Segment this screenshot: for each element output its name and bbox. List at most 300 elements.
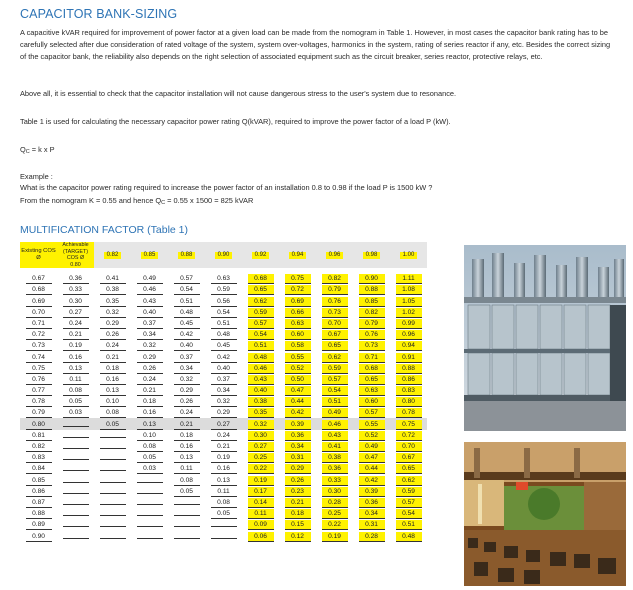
factor-value bbox=[63, 493, 89, 494]
factor-value: 0.11 bbox=[248, 509, 274, 519]
factor-value: 0.42 bbox=[359, 476, 385, 486]
existing-pf-value: 0.73 bbox=[26, 341, 52, 351]
table-row bbox=[20, 530, 427, 541]
target-value-header bbox=[279, 242, 316, 268]
factor-cell bbox=[279, 407, 316, 418]
table-row bbox=[20, 452, 427, 463]
factor-cell bbox=[57, 340, 94, 351]
factor-value: 0.05 bbox=[100, 420, 126, 430]
factor-cell bbox=[390, 418, 427, 429]
factor-value: 0.45 bbox=[211, 341, 237, 351]
factor-cell bbox=[279, 284, 316, 295]
factor-cell bbox=[316, 452, 353, 463]
factor-value bbox=[174, 504, 200, 505]
factor-cell bbox=[242, 307, 279, 318]
factor-cell bbox=[316, 530, 353, 541]
factor-value: 0.99 bbox=[396, 319, 422, 329]
factor-cell bbox=[279, 273, 316, 284]
table-row bbox=[20, 295, 427, 306]
table-row bbox=[20, 374, 427, 385]
factor-cell bbox=[279, 508, 316, 519]
existing-pf-value: 0.72 bbox=[26, 330, 52, 340]
factor-cell bbox=[205, 519, 242, 530]
factor-value: 0.05 bbox=[137, 453, 163, 463]
factor-cell bbox=[168, 273, 205, 284]
factor-value: 1.02 bbox=[396, 308, 422, 318]
factor-cell bbox=[131, 441, 168, 452]
factor-cell bbox=[131, 463, 168, 474]
factor-cell bbox=[390, 295, 427, 306]
factor-cell bbox=[205, 486, 242, 497]
factor-cell bbox=[131, 530, 168, 541]
factor-cell bbox=[205, 307, 242, 318]
table-row bbox=[20, 474, 427, 485]
target-cos-header bbox=[57, 242, 94, 268]
factor-cell bbox=[316, 385, 353, 396]
factor-value: 0.42 bbox=[285, 408, 311, 418]
factor-value: 1.11 bbox=[396, 274, 422, 284]
table-row bbox=[20, 273, 427, 284]
factor-value: 0.63 bbox=[359, 386, 385, 396]
factor-value: 0.50 bbox=[285, 375, 311, 385]
factor-cell bbox=[168, 284, 205, 295]
factor-cell bbox=[390, 452, 427, 463]
factor-cell bbox=[131, 452, 168, 463]
factor-cell bbox=[316, 508, 353, 519]
factor-cell bbox=[57, 396, 94, 407]
factor-value: 0.96 bbox=[396, 330, 422, 340]
factor-cell bbox=[353, 441, 390, 452]
factor-value: 0.42 bbox=[174, 330, 200, 340]
factor-cell bbox=[131, 486, 168, 497]
intro-paragraph: A capacitive kVAR required for improvement of power factor at a given load can be made from the nomogram in Table 1. However, in most cases the capacitor bank rating has to be carefully selected after due consideration of rated voltage of the system, system over-voltages, harmonics in the system, rating of series reactor if any, etc. Besides the correct sizing of the capacitor bank, the reliability also depends on the right selection of associated equipment such as the circuit breaker, series reactor, protective relays, etc. bbox=[20, 28, 611, 61]
factor-value: 0.16 bbox=[211, 464, 237, 474]
factor-value: 0.29 bbox=[285, 464, 311, 474]
target-value: 0.85 bbox=[141, 252, 159, 259]
factor-value: 0.05 bbox=[63, 397, 89, 407]
existing-pf-value: 0.84 bbox=[26, 464, 52, 474]
factor-value: 0.24 bbox=[137, 375, 163, 385]
factor-value: 0.38 bbox=[100, 285, 126, 295]
factor-cell bbox=[390, 340, 427, 351]
factor-cell bbox=[94, 284, 131, 295]
factor-value: 0.08 bbox=[174, 476, 200, 486]
factor-value: 0.21 bbox=[137, 386, 163, 396]
factor-value: 0.10 bbox=[137, 431, 163, 441]
existing-pf-cell bbox=[20, 430, 57, 441]
factor-value: 0.27 bbox=[63, 308, 89, 318]
target-value-header bbox=[242, 242, 279, 268]
factor-value: 0.60 bbox=[285, 330, 311, 340]
factor-value: 0.42 bbox=[211, 353, 237, 363]
existing-pf-value: 0.89 bbox=[26, 520, 52, 530]
factor-cell bbox=[57, 295, 94, 306]
factor-cell bbox=[279, 474, 316, 485]
existing-pf-value: 0.77 bbox=[26, 386, 52, 396]
industrial-plant-photo bbox=[464, 442, 626, 586]
factor-value: 0.88 bbox=[396, 364, 422, 374]
factor-value: 0.63 bbox=[211, 274, 237, 284]
factor-value: 0.67 bbox=[396, 453, 422, 463]
factor-cell bbox=[94, 385, 131, 396]
factor-cell bbox=[242, 329, 279, 340]
factor-cell bbox=[242, 385, 279, 396]
factor-value: 0.57 bbox=[322, 375, 348, 385]
factor-cell bbox=[242, 396, 279, 407]
target-value: 0.90 bbox=[215, 252, 233, 259]
factor-value: 0.24 bbox=[63, 319, 89, 329]
factor-value bbox=[100, 448, 126, 449]
factor-value: 0.17 bbox=[248, 487, 274, 497]
factor-value: 0.46 bbox=[322, 420, 348, 430]
factor-cell bbox=[205, 363, 242, 374]
factor-cell bbox=[390, 363, 427, 374]
factor-value: 0.59 bbox=[322, 364, 348, 374]
factor-cell bbox=[279, 307, 316, 318]
factor-value: 0.21 bbox=[174, 420, 200, 430]
factor-value: 0.30 bbox=[322, 487, 348, 497]
factor-value: 0.35 bbox=[248, 408, 274, 418]
factor-value: 0.27 bbox=[248, 442, 274, 452]
factor-cell bbox=[168, 486, 205, 497]
factor-value: 0.72 bbox=[285, 285, 311, 295]
factor-value: 0.41 bbox=[322, 442, 348, 452]
target-value-header bbox=[168, 242, 205, 268]
existing-pf-value: 0.88 bbox=[26, 509, 52, 519]
factor-cell bbox=[353, 307, 390, 318]
factor-value: 0.34 bbox=[174, 364, 200, 374]
factor-cell bbox=[205, 530, 242, 541]
factor-value: 0.28 bbox=[359, 532, 385, 542]
factor-cell bbox=[390, 530, 427, 541]
target-value: 0.82 bbox=[104, 252, 122, 259]
factor-value: 0.19 bbox=[211, 453, 237, 463]
factor-value: 0.48 bbox=[211, 330, 237, 340]
table-row bbox=[20, 329, 427, 340]
factor-cell bbox=[57, 351, 94, 362]
factor-value: 0.32 bbox=[211, 397, 237, 407]
existing-pf-cell bbox=[20, 519, 57, 530]
factor-value: 0.22 bbox=[322, 520, 348, 530]
factor-value: 0.26 bbox=[137, 364, 163, 374]
factor-cell bbox=[168, 307, 205, 318]
factor-cell bbox=[390, 307, 427, 318]
factor-cell bbox=[94, 318, 131, 329]
factor-value: 0.21 bbox=[211, 442, 237, 452]
factor-value bbox=[174, 526, 200, 527]
factor-cell bbox=[57, 441, 94, 452]
factor-cell bbox=[279, 486, 316, 497]
factor-cell bbox=[353, 474, 390, 485]
existing-pf-value: 0.78 bbox=[26, 397, 52, 407]
factor-value: 0.65 bbox=[396, 464, 422, 474]
factor-cell bbox=[279, 430, 316, 441]
factor-value: 0.46 bbox=[137, 285, 163, 295]
factor-value: 0.21 bbox=[100, 353, 126, 363]
factor-cell bbox=[57, 497, 94, 508]
factor-value: 0.13 bbox=[137, 420, 163, 430]
factor-value: 0.75 bbox=[396, 420, 422, 430]
factor-cell bbox=[94, 486, 131, 497]
factor-cell bbox=[168, 396, 205, 407]
existing-pf-cell bbox=[20, 363, 57, 374]
factor-cell bbox=[242, 530, 279, 541]
existing-pf-cell bbox=[20, 318, 57, 329]
factor-value: 0.54 bbox=[211, 308, 237, 318]
factor-cell bbox=[390, 351, 427, 362]
factor-cell bbox=[94, 407, 131, 418]
factor-cell bbox=[131, 295, 168, 306]
factor-value: 0.19 bbox=[63, 341, 89, 351]
existing-pf-value: 0.82 bbox=[26, 442, 52, 452]
factor-cell bbox=[279, 295, 316, 306]
factor-cell bbox=[94, 463, 131, 474]
table-row bbox=[20, 284, 427, 295]
factor-value: 0.24 bbox=[100, 341, 126, 351]
factor-cell bbox=[168, 508, 205, 519]
factor-value bbox=[137, 482, 163, 483]
factor-cell bbox=[279, 418, 316, 429]
existing-pf-value: 0.68 bbox=[26, 285, 52, 295]
existing-pf-cell bbox=[20, 396, 57, 407]
existing-pf-cell bbox=[20, 374, 57, 385]
factor-value: 0.31 bbox=[359, 520, 385, 530]
factor-cell bbox=[279, 385, 316, 396]
factor-cell bbox=[168, 340, 205, 351]
factor-cell bbox=[316, 519, 353, 530]
factor-value bbox=[63, 459, 89, 460]
factor-value bbox=[137, 493, 163, 494]
existing-pf-cell bbox=[20, 486, 57, 497]
factor-cell bbox=[242, 407, 279, 418]
factor-cell bbox=[279, 441, 316, 452]
factor-cell bbox=[57, 474, 94, 485]
factor-cell bbox=[94, 530, 131, 541]
factor-value bbox=[100, 437, 126, 438]
factor-cell bbox=[205, 407, 242, 418]
factor-value: 0.40 bbox=[211, 364, 237, 374]
factor-value: 0.62 bbox=[396, 476, 422, 486]
factor-cell bbox=[168, 295, 205, 306]
factor-cell bbox=[353, 418, 390, 429]
factor-value: 0.76 bbox=[322, 297, 348, 307]
factor-cell bbox=[57, 486, 94, 497]
factor-value: 0.54 bbox=[396, 509, 422, 519]
resonance-warning: Above all, it is essential to check that the capacitor installation will not cause dangerous stress to the user's system due to resonance. bbox=[20, 89, 457, 98]
factor-value: 0.19 bbox=[322, 532, 348, 542]
factor-cell bbox=[316, 497, 353, 508]
factor-value bbox=[100, 526, 126, 527]
factor-value: 0.32 bbox=[174, 375, 200, 385]
factor-value: 0.32 bbox=[137, 341, 163, 351]
factor-cell bbox=[242, 340, 279, 351]
factor-cell bbox=[279, 363, 316, 374]
factor-cell bbox=[131, 497, 168, 508]
factor-cell bbox=[242, 430, 279, 441]
table-row bbox=[20, 363, 427, 374]
factor-cell bbox=[316, 441, 353, 452]
factor-value bbox=[211, 526, 237, 527]
factor-value: 0.83 bbox=[396, 386, 422, 396]
factor-value: 0.88 bbox=[359, 285, 385, 295]
factor-value: 0.68 bbox=[359, 364, 385, 374]
table-row bbox=[20, 463, 427, 474]
factor-cell bbox=[316, 351, 353, 362]
factor-value bbox=[174, 515, 200, 516]
factor-value: 0.14 bbox=[248, 498, 274, 508]
factor-cell bbox=[168, 374, 205, 385]
factor-value: 0.36 bbox=[63, 274, 89, 284]
factor-value: 0.60 bbox=[359, 397, 385, 407]
factor-value: 0.76 bbox=[359, 330, 385, 340]
factor-value bbox=[63, 437, 89, 438]
factor-value: 0.19 bbox=[248, 476, 274, 486]
factor-cell bbox=[94, 452, 131, 463]
factor-cell bbox=[57, 463, 94, 474]
factor-cell bbox=[94, 430, 131, 441]
multiplication-factor-table bbox=[20, 242, 427, 542]
target-value-header bbox=[316, 242, 353, 268]
factor-value: 0.16 bbox=[100, 375, 126, 385]
factor-cell bbox=[316, 463, 353, 474]
factor-value: 0.29 bbox=[174, 386, 200, 396]
factor-value bbox=[63, 470, 89, 471]
factor-value: 0.25 bbox=[248, 453, 274, 463]
factor-value: 0.32 bbox=[248, 420, 274, 430]
factor-cell bbox=[242, 441, 279, 452]
factor-value: 0.82 bbox=[322, 274, 348, 284]
factor-cell bbox=[94, 351, 131, 362]
factor-cell bbox=[242, 474, 279, 485]
factor-value bbox=[100, 493, 126, 494]
factor-value: 0.51 bbox=[248, 341, 274, 351]
factor-value: 0.45 bbox=[174, 319, 200, 329]
factor-value: 0.24 bbox=[174, 408, 200, 418]
table-title: MULTIFICATION FACTOR (Table 1) bbox=[20, 224, 189, 236]
factor-cell bbox=[168, 430, 205, 441]
factor-value: 0.26 bbox=[285, 476, 311, 486]
factor-cell bbox=[353, 430, 390, 441]
factor-value: 0.49 bbox=[137, 274, 163, 284]
factor-cell bbox=[390, 374, 427, 385]
factor-cell bbox=[353, 273, 390, 284]
factor-cell bbox=[168, 407, 205, 418]
factor-cell bbox=[94, 418, 131, 429]
factor-cell bbox=[316, 318, 353, 329]
factor-cell bbox=[390, 385, 427, 396]
factor-cell bbox=[57, 318, 94, 329]
factor-value: 0.59 bbox=[211, 285, 237, 295]
existing-pf-cell bbox=[20, 284, 57, 295]
factor-value: 0.22 bbox=[248, 464, 274, 474]
factor-cell bbox=[57, 519, 94, 530]
factor-value: 0.57 bbox=[174, 274, 200, 284]
factor-cell bbox=[131, 307, 168, 318]
factor-value: 0.51 bbox=[396, 520, 422, 530]
target-value-header bbox=[390, 242, 427, 268]
factor-cell bbox=[131, 273, 168, 284]
existing-pf-cell bbox=[20, 497, 57, 508]
factor-value: 0.59 bbox=[248, 308, 274, 318]
factor-cell bbox=[390, 396, 427, 407]
factor-value bbox=[100, 538, 126, 539]
factor-cell bbox=[94, 441, 131, 452]
factor-value bbox=[63, 504, 89, 505]
existing-pf-cell bbox=[20, 351, 57, 362]
factor-cell bbox=[242, 363, 279, 374]
factor-value: 0.69 bbox=[285, 297, 311, 307]
factor-value: 0.43 bbox=[137, 297, 163, 307]
factor-value: 0.36 bbox=[322, 464, 348, 474]
factor-cell bbox=[316, 363, 353, 374]
factor-value: 0.70 bbox=[396, 442, 422, 452]
factor-cell bbox=[353, 385, 390, 396]
factor-cell bbox=[242, 351, 279, 362]
factor-value: 0.09 bbox=[248, 520, 274, 530]
factor-value: 0.49 bbox=[359, 442, 385, 452]
factor-cell bbox=[353, 295, 390, 306]
factor-value: 0.11 bbox=[63, 375, 89, 385]
factor-value: 0.13 bbox=[100, 386, 126, 396]
factor-cell bbox=[205, 396, 242, 407]
factor-value: 0.47 bbox=[285, 386, 311, 396]
factor-cell bbox=[279, 374, 316, 385]
target-value-header bbox=[94, 242, 131, 268]
table-row bbox=[20, 508, 427, 519]
factor-cell bbox=[316, 273, 353, 284]
factor-value: 0.30 bbox=[63, 297, 89, 307]
factor-cell bbox=[205, 474, 242, 485]
factor-cell bbox=[353, 374, 390, 385]
factor-cell bbox=[390, 329, 427, 340]
factor-value: 0.82 bbox=[359, 308, 385, 318]
factor-value: 0.18 bbox=[100, 364, 126, 374]
factor-value: 0.37 bbox=[174, 353, 200, 363]
factor-value: 0.18 bbox=[285, 509, 311, 519]
factor-value: 0.65 bbox=[359, 375, 385, 385]
factor-cell bbox=[94, 273, 131, 284]
factor-cell bbox=[94, 295, 131, 306]
factor-cell bbox=[131, 418, 168, 429]
factor-value: 0.66 bbox=[285, 308, 311, 318]
factor-cell bbox=[242, 519, 279, 530]
factor-cell bbox=[94, 329, 131, 340]
factor-value: 0.34 bbox=[137, 330, 163, 340]
factor-cell bbox=[168, 385, 205, 396]
table-row bbox=[20, 340, 427, 351]
factor-cell bbox=[131, 519, 168, 530]
existing-pf-cell bbox=[20, 340, 57, 351]
factor-cell bbox=[390, 497, 427, 508]
factor-value bbox=[63, 448, 89, 449]
factor-cell bbox=[353, 463, 390, 474]
factor-cell bbox=[316, 418, 353, 429]
factor-value: 0.91 bbox=[396, 353, 422, 363]
existing-pf-cell bbox=[20, 418, 57, 429]
example-question: What is the capacitor power rating required to increase the power factor of an installation 0.8 to 0.98 if the load P is 1500 kW ? bbox=[20, 183, 433, 192]
factor-cell bbox=[57, 273, 94, 284]
factor-cell bbox=[390, 273, 427, 284]
factor-cell bbox=[57, 530, 94, 541]
factor-cell bbox=[316, 307, 353, 318]
factor-cell bbox=[205, 295, 242, 306]
factor-cell bbox=[353, 486, 390, 497]
factor-cell bbox=[242, 374, 279, 385]
factor-value: 0.37 bbox=[137, 319, 163, 329]
factor-cell bbox=[390, 441, 427, 452]
factor-value: 0.34 bbox=[359, 509, 385, 519]
factor-value: 0.75 bbox=[285, 274, 311, 284]
